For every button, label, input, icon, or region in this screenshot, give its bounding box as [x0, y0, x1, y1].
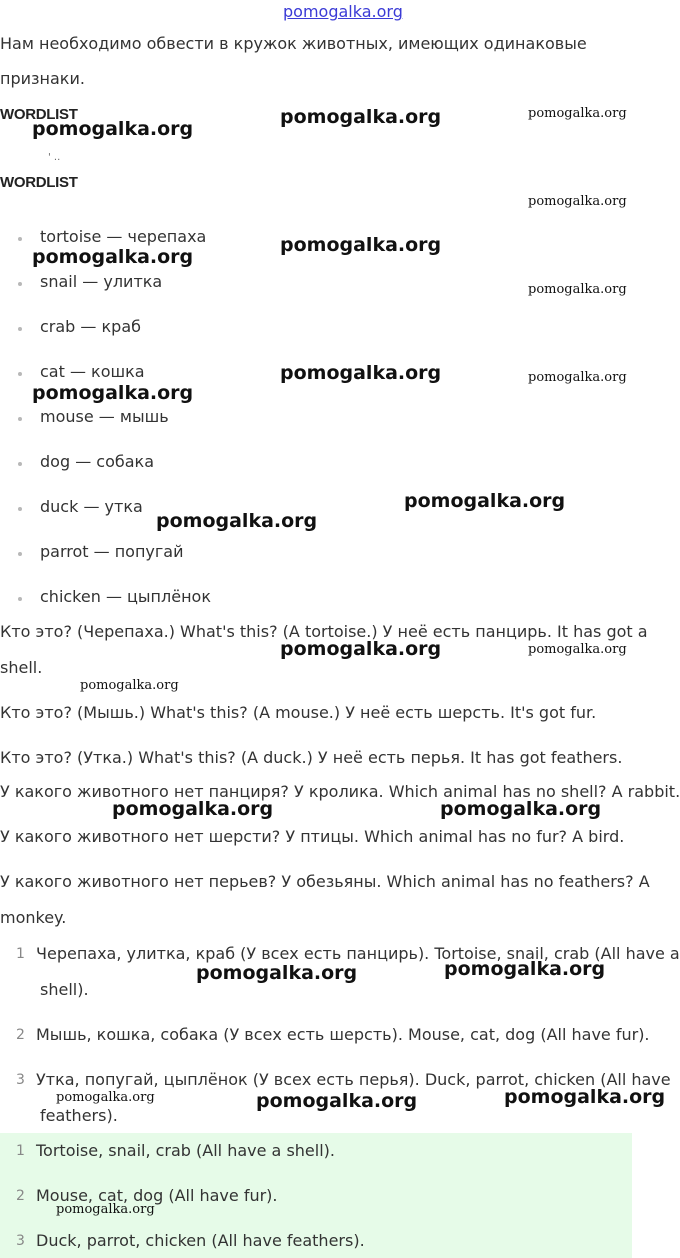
bullet-icon: [18, 282, 22, 286]
watermark-small: pomogalka.org: [528, 106, 627, 121]
watermark-small: pomogalka.org: [528, 194, 627, 209]
watermark-small: pomogalka.org: [528, 282, 627, 297]
watermark: pomogalka.org: [32, 246, 194, 268]
answer-line: Mouse, cat, dog (All have fur).: [36, 1186, 278, 1205]
watermark: pomogalka.org: [280, 362, 442, 384]
watermark: pomogalka.org: [32, 382, 194, 404]
list-number: 1: [16, 946, 25, 962]
watermark: pomogalka.org: [280, 106, 442, 128]
wordlist-heading: WORDLIST: [0, 106, 78, 123]
paragraph-line: Кто это? (Утка.) What's this? (A duck.) У неё есть перья. It has got feathers.: [0, 748, 623, 767]
watermark-small: pomogalka.org: [528, 642, 627, 657]
paragraph-line: У какого животного нет перьев? У обезьяны. Which animal has no feathers? A: [0, 872, 650, 891]
watermark: pomogalka.org: [280, 234, 442, 256]
wordlist-item: tortoise — черепаха: [40, 227, 207, 246]
bullet-icon: [18, 417, 22, 421]
intro-line-2: признаки.: [0, 69, 85, 88]
answer-line: Duck, parrot, chicken (All have feathers).: [36, 1231, 365, 1250]
watermark: pomogalka.org: [504, 1086, 666, 1108]
numbered-item-line: Мышь, кошка, собака (У всех есть шерсть). Mouse, cat, dog (All have fur).: [36, 1025, 650, 1044]
watermark: pomogalka.org: [280, 638, 442, 660]
wordlist-item: cat — кошка: [40, 362, 145, 381]
intro-line-1: Нам необходимо обвести в кружок животных, имеющих одинаковые: [0, 34, 587, 53]
wordlist-item: parrot — попугай: [40, 542, 184, 561]
site-link[interactable]: pomogalka.org: [283, 2, 403, 21]
paragraph-line: shell.: [0, 658, 43, 677]
watermark: pomogalka.org: [196, 962, 358, 984]
bullet-icon: [18, 507, 22, 511]
watermark-small: pomogalka.org: [528, 370, 627, 385]
wordlist-item: crab — краб: [40, 317, 141, 336]
bullet-icon: [18, 552, 22, 556]
answer-number: 1: [16, 1143, 25, 1159]
numbered-item-line: Черепаха, улитка, краб (У всех есть панцирь). Tortoise, snail, crab (All have a: [36, 944, 680, 963]
bullet-icon: [18, 237, 22, 241]
watermark-small: pomogalka.org: [56, 1090, 155, 1105]
watermark: pomogalka.org: [32, 118, 194, 140]
watermark: pomogalka.org: [256, 1090, 418, 1112]
stray-mark: ' ..: [48, 152, 61, 163]
bullet-icon: [18, 462, 22, 466]
watermark-small: pomogalka.org: [56, 1202, 155, 1217]
list-number: 2: [16, 1027, 25, 1043]
watermark: pomogalka.org: [404, 490, 566, 512]
paragraph-line: Кто это? (Черепаха.) What's this? (A tortoise.) У неё есть панцирь. It has got a: [0, 622, 648, 641]
wordlist-item: duck — утка: [40, 497, 143, 516]
paragraph-line: Кто это? (Мышь.) What's this? (A mouse.) У неё есть шерсть. It's got fur.: [0, 703, 597, 722]
answer-number: 3: [16, 1233, 25, 1249]
paragraph-line: monkey.: [0, 908, 67, 927]
answer-line: Tortoise, snail, crab (All have a shell).: [36, 1141, 335, 1160]
wordlist-item: dog — собака: [40, 452, 154, 471]
wordlist-item: chicken — цыплёнок: [40, 587, 211, 606]
numbered-item-line: Утка, попугай, цыплёнок (У всех есть перья). Duck, parrot, chicken (All have: [36, 1070, 671, 1089]
answer-number: 2: [16, 1188, 25, 1204]
bullet-icon: [18, 327, 22, 331]
paragraph-line: У какого животного нет шерсти? У птицы. Which animal has no fur? A bird.: [0, 827, 625, 846]
bullet-icon: [18, 372, 22, 376]
watermark: pomogalka.org: [112, 798, 274, 820]
wordlist-item: snail — улитка: [40, 272, 163, 291]
watermark: pomogalka.org: [440, 798, 602, 820]
numbered-item-line: shell).: [40, 980, 89, 999]
list-number: 3: [16, 1072, 25, 1088]
watermark: pomogalka.org: [444, 958, 606, 980]
wordlist-heading-repeat: WORDLIST: [0, 174, 78, 191]
bullet-icon: [18, 597, 22, 601]
paragraph-line: У какого животного нет панциря? У кролика. Which animal has no shell? A rabbit.: [0, 782, 680, 801]
numbered-item-line: feathers).: [40, 1106, 118, 1125]
watermark: pomogalka.org: [156, 510, 318, 532]
watermark-small: pomogalka.org: [80, 678, 179, 693]
wordlist-item: mouse — мышь: [40, 407, 169, 426]
